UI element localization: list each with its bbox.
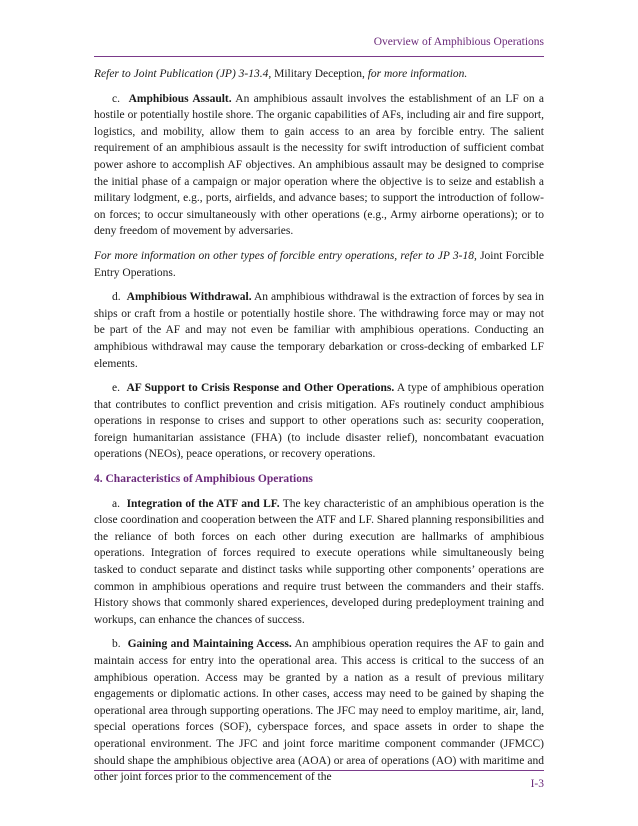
reference-note-jp-3-13-4: [94, 66, 544, 83]
ref-title: Military Deception,: [274, 68, 365, 80]
paragraph-body: An amphibious assault involves the establishment of an LF on a hostile or potentially hostile shore. The organic capabilities of AFs, including air and fire support, logistics, and mobility, allow them to gain access to an area by forcible entry. The salient requirement of an amphibious assault is the necessity for swift introduction of sufficient combat power ashore to accomplish AF objectives. An amphibious assault may be designed to comprise the initial phase of a campaign or major operation where the objective is to seize and establish a military lodgment, e.g., ports, airfields, and advance bases; to support the introduction of follow-on forces; to occur simultaneously with other operations (e.g., Army airborne operations); or to deny freedom of movement by adversaries.: [94, 92, 544, 238]
paragraph-marker: c.: [112, 92, 120, 105]
paragraph-amphibious-assault: [94, 91, 544, 240]
footer-rule: [94, 770, 544, 771]
header-rule: [94, 56, 544, 57]
running-header-title: Overview of Amphibious Operations: [373, 36, 544, 48]
paragraph-integration-atf-lf: [94, 496, 544, 629]
paragraph-body: A type of amphibious operation that contributes to conflict prevention and crisis mitigation. AFs routinely conduct amphibious operations in response to crises and support to other operations such as: security cooperation, foreign humanitarian assistance (FHA) (to include disaster relief), noncombatant evacuation operations (NEOs), peace operations, or recovery operations.: [94, 382, 544, 461]
ref-title: Joint Forcible Entry Operations.: [94, 249, 544, 279]
page-body: [94, 66, 544, 794]
paragraph-body: An amphibious operation requires the AF to gain and maintain access for entry into the operational area. This access is critical to the success of an amphibious operation. Access may be granted by a nation as a result of previous military engagements or diplomatic actions. In other cases, access may need to be gained by shaping the operational area through supporting operations. The JFC may need to employ maritime, air, land, special operations forces (SOF), cyberspace forces, and space assets in order to shape the operational environment. The JFC and joint force maritime component commander (JFMCC) should shape the amphibious objective area (AOA) or area of operations (AO) with maritime and other joint forces prior to the commencement of the: [94, 638, 545, 784]
ref-text: Refer to Joint Publication (JP) 3-13.4,: [94, 68, 272, 80]
paragraph-gaining-access: [94, 636, 544, 785]
ref-text: For more information on other types of forcible entry operations, refer to JP 3-18,: [94, 249, 477, 262]
page-number: I-3: [530, 778, 544, 790]
paragraph-lead: Gaining and Maintaining Access.: [127, 638, 292, 651]
paragraph-lead: AF Support to Crisis Response and Other Operations.: [126, 382, 395, 395]
paragraph-marker: d.: [112, 291, 121, 304]
paragraph-lead: Amphibious Withdrawal.: [126, 291, 252, 304]
paragraph-body: An amphibious withdrawal is the extraction of forces by sea in ships or craft from a hostile or potentially hostile shore. The withdrawing force may or may not be part of the AF and may not even be familiar with amphibious operations. Conducting an amphibious withdrawal may cause the temporary debarkation or cross-decking of embarked LF elements.: [94, 291, 544, 370]
paragraph-marker: a.: [112, 497, 120, 510]
paragraph-lead: Integration of the ATF and LF.: [126, 497, 280, 510]
paragraph-marker: b.: [112, 638, 121, 651]
paragraph-af-support-crisis-response: [94, 380, 544, 463]
ref-text: for more information.: [367, 68, 468, 80]
paragraph-amphibious-withdrawal: [94, 289, 544, 372]
paragraph-marker: e.: [112, 382, 120, 395]
paragraph-lead: Amphibious Assault.: [128, 92, 232, 105]
reference-note-jp-3-18: [94, 248, 544, 281]
paragraph-body: The key characteristic of an amphibious operation is the close coordination and cooperation between the ATF and LF. Shared planning responsibilities and the reliance of both forces on each other during execution are hallmarks of amphibious operations. Integration of forces required to execute operations while simultaneously being tasked to conduct separate and distinct tasks while supporting other components’ operations are common in amphibious operations and require trust between the commanders and their staffs. History shows that commonly shared experiences, developed during predeployment training and workups, can enhance the chances of success.: [94, 497, 544, 626]
section-heading: 4. Characteristics of Amphibious Operations: [94, 473, 313, 486]
